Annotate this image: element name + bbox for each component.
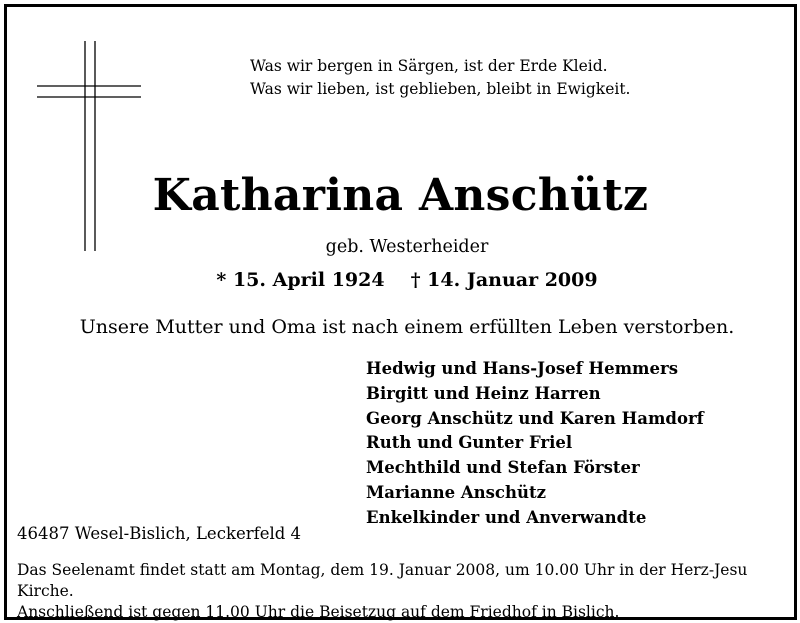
mourner-item: Mechthild und Stefan Förster	[366, 458, 640, 478]
maiden-name: geb. Westerheider	[325, 237, 489, 257]
death-date: † 14. Januar 2009	[410, 269, 598, 291]
funeral-notice-line-1: Das Seelenamt findet statt am Montag, dem 19. Januar 2008, um 10.00 Uhr in der Herz-Jesu Kirche.	[17, 561, 748, 600]
verse-line-2: Was wir lieben, ist geblieben, bleibt in Ewigkeit.	[250, 80, 631, 98]
mourner-item: Georg Anschütz und Karen Hamdorf	[366, 408, 704, 428]
life-dates	[7, 269, 800, 291]
verse-line-1: Was wir bergen in Särgen, ist der Erde Kleid.	[250, 57, 608, 75]
mourners-list	[366, 357, 704, 531]
mourner-item: Marianne Anschütz	[366, 482, 546, 502]
mourner-item: Enkelkinder und Anverwandte	[366, 507, 647, 527]
mourner-item: Ruth und Gunter Friel	[366, 433, 573, 453]
obituary-notice	[4, 4, 797, 620]
mourner-item: Birgitt und Heinz Harren	[366, 383, 601, 403]
verse	[250, 55, 630, 101]
family-address: 46487 Wesel-Bislich, Leckerfeld 4	[17, 524, 302, 543]
birth-date: * 15. April 1924	[216, 269, 385, 291]
funeral-notice	[17, 560, 794, 623]
intro-text: Unsere Mutter und Oma ist nach einem erfüllten Leben verstorben.	[79, 316, 735, 338]
deceased-name: Katharina Anschütz	[152, 170, 649, 221]
mourner-item: Hedwig und Hans-Josef Hemmers	[366, 359, 678, 378]
funeral-notice-line-2: Anschließend ist gegen 11.00 Uhr die Beisetzug auf dem Friedhof in Bislich.	[17, 603, 620, 621]
